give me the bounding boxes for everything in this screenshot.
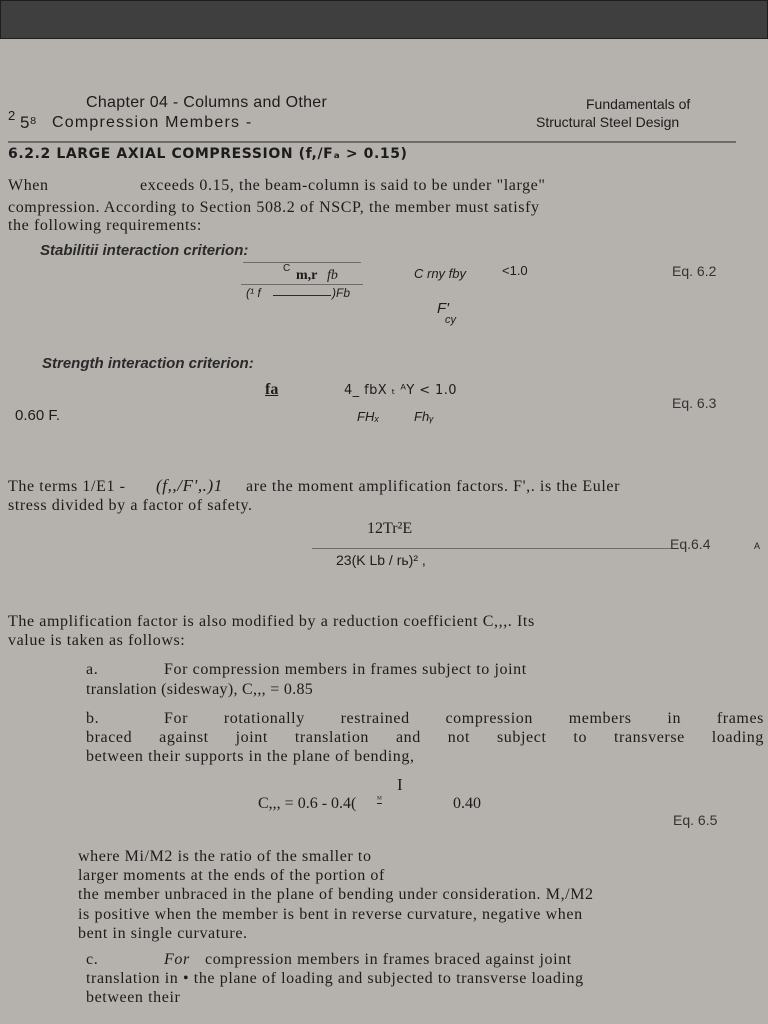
where-line3: the member unbraced in the plane of bending under consideration. M,/M2 (78, 886, 594, 903)
item-b-marker: b. (86, 710, 100, 727)
eq-6-2: Eq. 6.2 (672, 263, 717, 279)
item-c-word: For (164, 951, 190, 968)
item-b-line1: For rotationally restrained compression members in frames (164, 710, 764, 727)
stability-num-fb: fb (327, 268, 338, 283)
cm-formula-expression: C,,, = 0.6 - 0.4( (258, 795, 357, 812)
strength-fbx: FHₓ (357, 409, 380, 424)
stability-mid: C rny fby (414, 266, 467, 281)
stability-den-open: (¹ f (246, 286, 261, 300)
intro-text: exceeds 0.15, the beam-column is said to be under "large" (140, 177, 546, 194)
stability-fprime-sub: cy (445, 314, 456, 326)
item-b-line2: braced against joint translation and not subject to transverse loading (86, 729, 764, 746)
top-bar (0, 0, 768, 39)
item-c-marker: c. (86, 951, 99, 968)
where-line4: is positive when the member is bent in reverse curvature, negative when (78, 906, 583, 923)
strength-mid: 4_ fbX ₜ ᴬY < 1.0 (344, 383, 457, 398)
stability-fprime: F' (437, 300, 450, 317)
where-line2: larger moments at the ends of the portion of (78, 867, 385, 884)
where-line1: where Mi/M2 is the ratio of the smaller to (78, 848, 372, 865)
euler-denominator: 23(K Lb / rь)² , (336, 552, 426, 568)
page-prefix: 2 (8, 108, 16, 123)
terms-post: are the moment amplification factors. F',. is the Euler (246, 478, 620, 495)
euler-numerator: 12Tr²E (367, 520, 413, 537)
book-title-line2: Structural Steel Design (536, 114, 680, 130)
where-line5: bent in single curvature. (78, 925, 248, 942)
header-rule (8, 141, 736, 143)
stability-fraction-bar (241, 284, 363, 285)
eq-6-3: Eq. 6.3 (672, 395, 717, 411)
item-a-line1: For compression members in frames subject to joint (164, 661, 527, 678)
eq-6-5: Eq. 6.5 (673, 812, 718, 828)
item-b-line3: between their supports in the plane of bending, (86, 748, 415, 765)
stability-num-sub: m,r (296, 268, 318, 283)
intro-word: When (8, 177, 49, 194)
cm-formula-small: ᴹ (377, 794, 382, 804)
book-title-line1: Fundamentals of (586, 96, 691, 112)
intro-line3: the following requirements: (8, 217, 202, 234)
stability-num-c: C (283, 263, 291, 274)
chapter-title-line2: Compression Members - (52, 114, 253, 131)
chapter-title-line1: Chapter 04 - Columns and Other (86, 94, 328, 111)
strength-fby: Fhᵧ (414, 409, 434, 424)
terms-line2: stress divided by a factor of safety. (8, 497, 253, 514)
item-a-marker: a. (86, 661, 99, 678)
strength-label: Strength interaction criterion: (42, 355, 254, 372)
item-c-line2: translation in • the plane of loading and subjected to transverse loading (86, 970, 584, 987)
cm-formula-limit: 0.40 (453, 795, 481, 812)
page-number: 5⁸ (20, 113, 37, 132)
cm-formula-top: I (397, 775, 403, 794)
item-a-line2: translation (sidesway), C,,, = 0.85 (86, 681, 314, 698)
stability-top-rule (243, 262, 361, 263)
strength-fa: fa (265, 381, 279, 398)
terms-formula: (f,,/F',.)1 (156, 476, 223, 495)
section-heading: 6.2.2 LARGE AXIAL COMPRESSION (f,/Fₐ > 0.15) (8, 146, 408, 162)
eq-6-4: Eq.6.4 (670, 536, 711, 552)
amplification-line2: value is taken as follows: (8, 632, 186, 649)
item-c-line1: compression members in frames braced against joint (205, 951, 572, 968)
stability-inequality: <1.0 (502, 263, 528, 278)
euler-fraction-bar (312, 548, 672, 549)
item-c-line3: between their (86, 989, 181, 1006)
stability-den-close: )Fb (332, 286, 350, 300)
stability-label: Stabilitii interaction criterion: (40, 242, 249, 259)
intro-line2: compression. According to Section 508.2 of NSCP, the member must satisfy (8, 199, 540, 216)
euler-side-mark: A (754, 541, 761, 551)
strength-denominator: 0.60 F. (15, 407, 61, 424)
amplification-line1: The amplification factor is also modified by a reduction coefficient C,,,. Its (8, 613, 535, 630)
terms-pre: The terms 1/E1 - (8, 478, 126, 495)
stability-den-line (273, 295, 331, 296)
